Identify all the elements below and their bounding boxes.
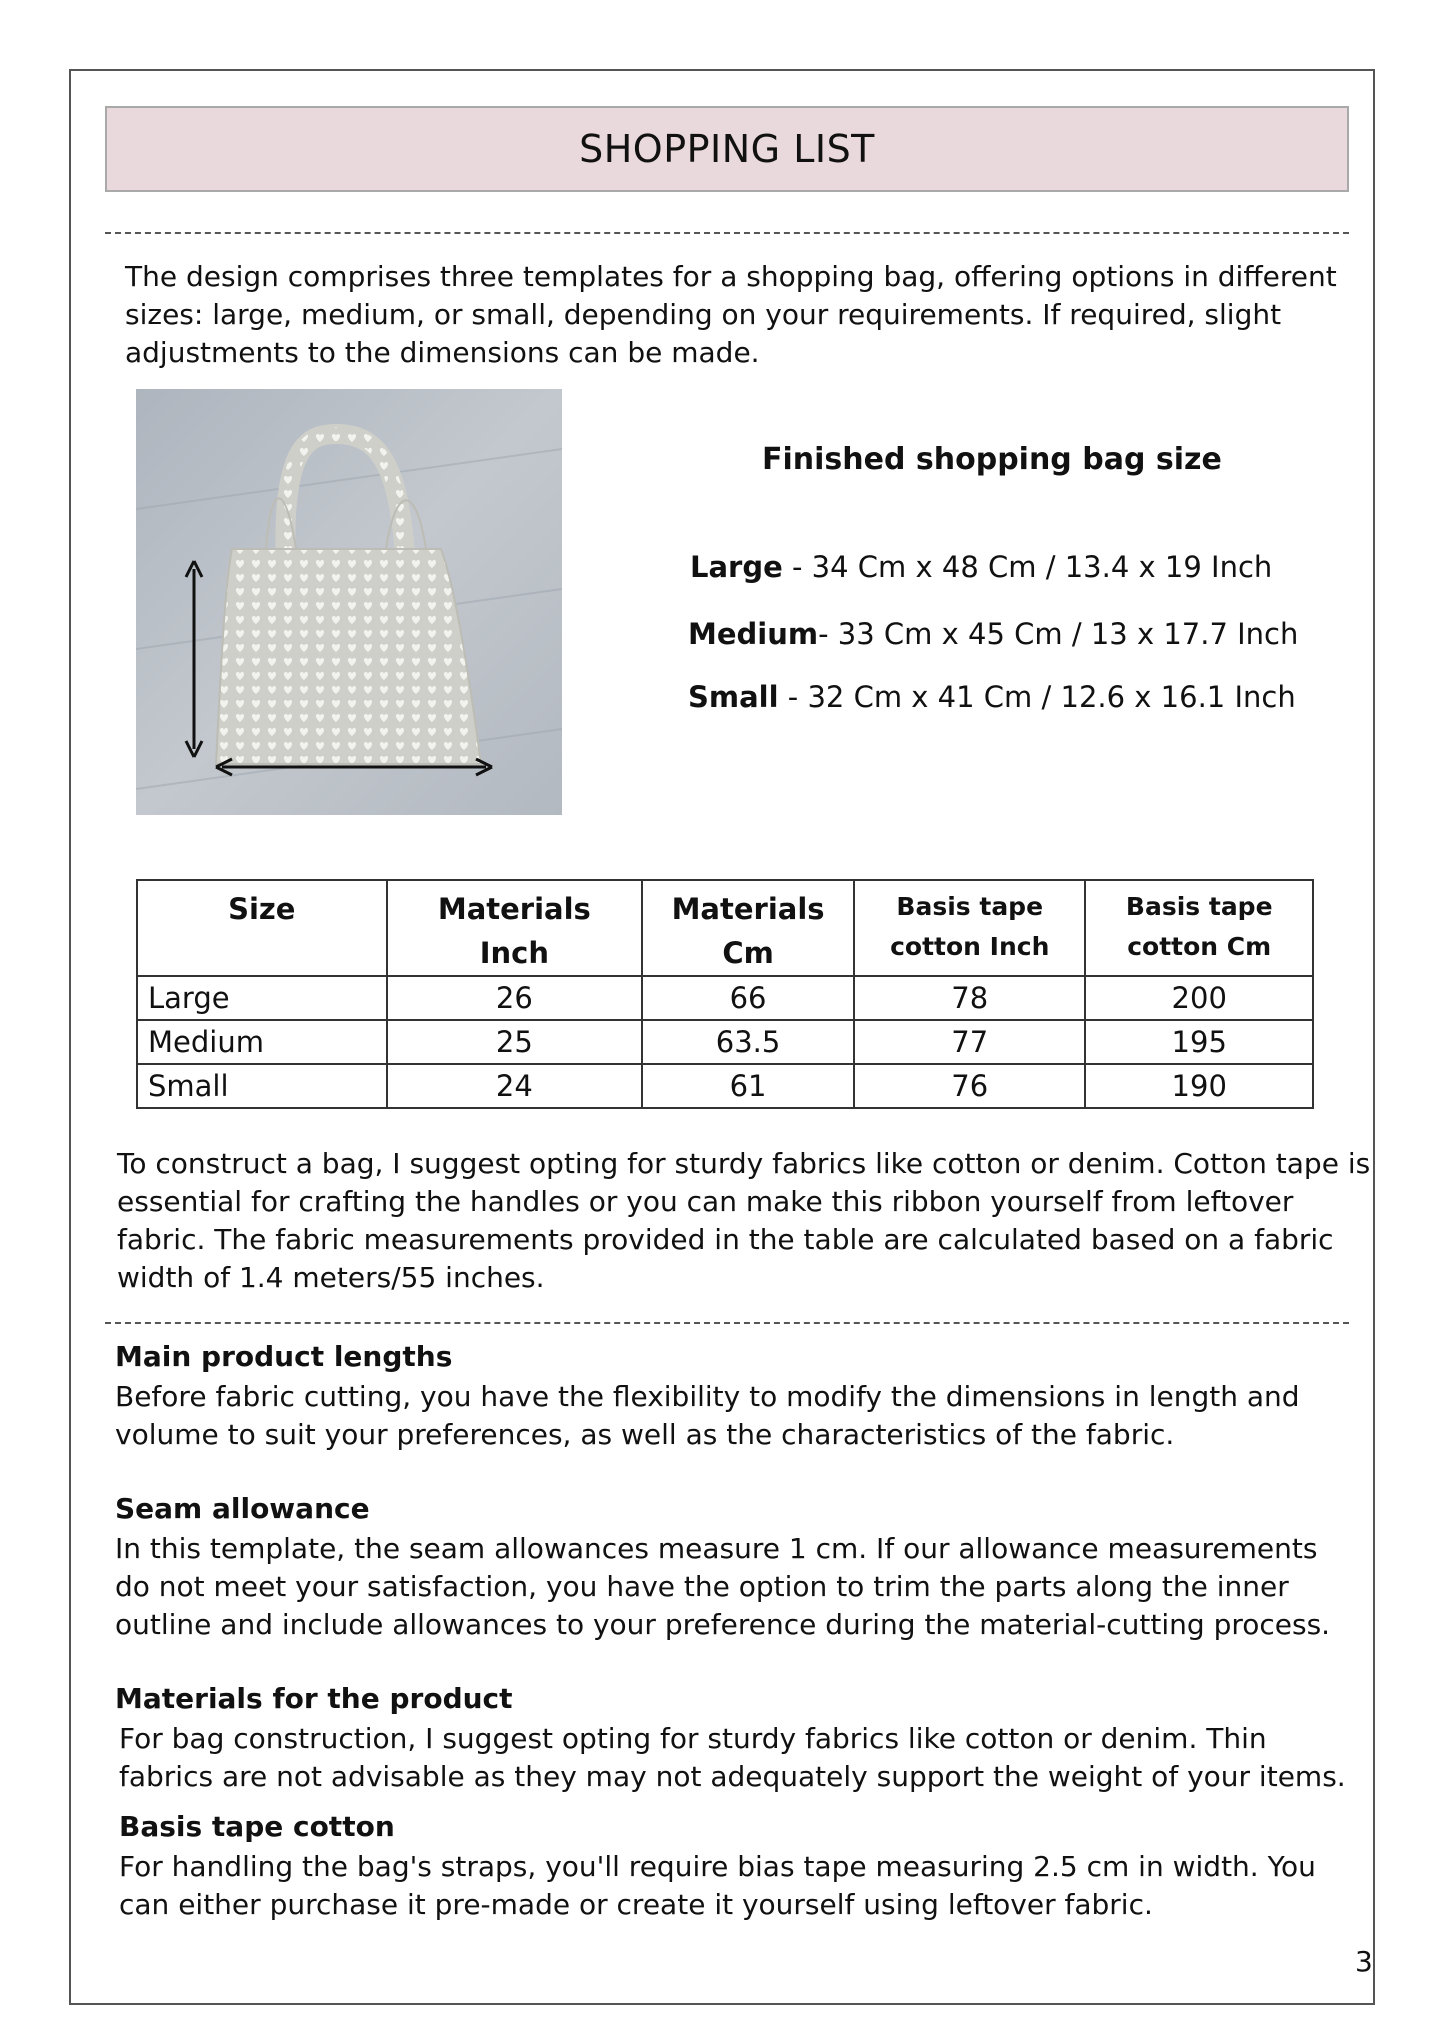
table-cell: 200 [1085,976,1313,1020]
tote-bag-photo-icon [136,389,562,815]
table-row [137,1064,1313,1108]
table-cell: 61 [642,1064,854,1108]
table-cell: 77 [854,1020,1085,1064]
table-cell: Small [137,1064,387,1108]
section-body: Before fabric cutting, you have the flexibility to modify the dimensions in length and volume to suit your preferences, as well as the characteristics of the fabric. [115,1380,1300,1451]
table-cell: 78 [854,976,1085,1020]
size-value: - 34 Cm x 48 Cm / 13.4 x 19 Inch [782,550,1273,584]
table-cell: 25 [387,1020,643,1064]
table-cell: 66 [642,976,854,1020]
table-header-cell: Materials Cm [642,880,854,976]
section-body: For bag construction, I suggest opting for sturdy fabrics like cotton or denim. Thin fabrics are not advisable as they may not adequately support the weight of your items. [119,1722,1346,1793]
size-label: Small [688,680,779,714]
dashed-divider [105,232,1349,234]
size-label: Medium [688,617,819,651]
section-body: For handling the bag's straps, you'll require bias tape measuring 2.5 cm in width. You can either purchase it pre-made or create it yourself using leftover fabric. [119,1850,1316,1921]
dashed-divider [105,1322,1349,1324]
intro-paragraph: The design comprises three templates for a shopping bag, offering options in different sizes: large, medium, or small, depending on your requirements. If required, slight adjustments to the dimensions can be made. [125,260,1337,369]
construct-paragraph: To construct a bag, I suggest opting for sturdy fabrics like cotton or denim. Cotton tape is essential for crafting the handles or you can make this ribbon yourself from leftover fabric. The fabric measurements provided in the table are calculated based on a fabric width of 1.4 meters/55 inches. [117,1147,1371,1294]
table-header-cell: Basis tape cotton Inch [854,880,1085,976]
table-cell: 190 [1085,1064,1313,1108]
table-header-row [137,880,1313,976]
section-body: In this template, the seam allowances measure 1 cm. If our allowance measurements do not meet your satisfaction, you have the option to trim the parts along the inner outline and include allowances to your preference during the material-cutting process. [115,1532,1331,1641]
size-line-large [690,550,1272,584]
size-value: - 32 Cm x 41 Cm / 12.6 x 16.1 Inch [778,680,1296,714]
size-line-small [688,680,1296,714]
table-row [137,1020,1313,1064]
size-value: - 33 Cm x 45 Cm / 13 x 17.7 Inch [818,617,1299,651]
page-title [105,106,1349,192]
table-cell: 76 [854,1064,1085,1108]
page-number: 3 [1355,1945,1373,1978]
table-cell: Medium [137,1020,387,1064]
table-cell: 26 [387,976,643,1020]
table-cell: 24 [387,1064,643,1108]
table-cell: 63.5 [642,1020,854,1064]
table-row [137,976,1313,1020]
materials-table [136,879,1314,1109]
size-label: Large [690,550,783,584]
table-header-cell: Basis tape cotton Cm [1085,880,1313,976]
section-title: Basis tape cotton [119,1810,395,1843]
section-title: Materials for the product [115,1682,513,1715]
section-title: Seam allowance [115,1492,370,1525]
finished-size-heading: Finished shopping bag size [762,442,1222,477]
page-title-text: SHOPPING LIST [579,127,875,171]
size-line-medium [688,617,1298,651]
table-cell: Large [137,976,387,1020]
section-title: Main product lengths [115,1340,453,1373]
table-cell: 195 [1085,1020,1313,1064]
table-header-cell: Materials Inch [387,880,643,976]
table-header-cell: Size [137,880,387,976]
